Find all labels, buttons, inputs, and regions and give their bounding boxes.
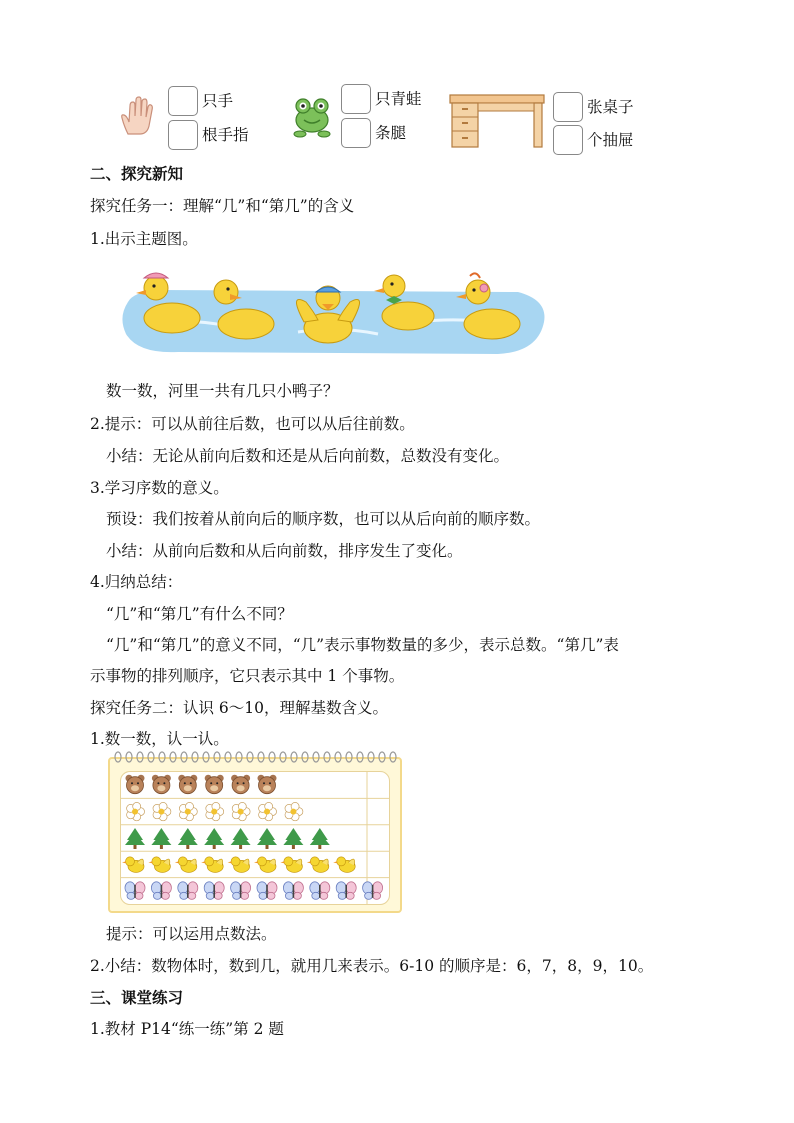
counting-grid xyxy=(108,757,402,913)
step4: 4.归纳总结： xyxy=(90,573,183,591)
chick-icon xyxy=(228,857,250,873)
ring-icon xyxy=(181,752,187,762)
butterfly-icon xyxy=(204,882,224,900)
chick-icon xyxy=(280,857,302,873)
tree-icon xyxy=(283,828,303,849)
ring-icon xyxy=(192,752,198,762)
tree-icon xyxy=(310,828,330,849)
step3-preset: 预设：我们按着从前向后的顺序数，也可以从后向前的顺序数。 xyxy=(106,510,541,528)
task2-step1: 1.数一数，认一认。 xyxy=(90,730,229,748)
ring-icon xyxy=(280,752,286,762)
chick-icon xyxy=(254,857,276,873)
chick-icon xyxy=(333,857,355,873)
butterfly-icon xyxy=(231,882,251,900)
ring-icon xyxy=(126,752,132,762)
bear-face-icon xyxy=(258,775,277,794)
ring-icon xyxy=(247,752,253,762)
ring-icon xyxy=(313,752,319,762)
flower-icon xyxy=(206,802,224,820)
ring-icon xyxy=(148,752,154,762)
tree-icon xyxy=(257,828,277,849)
butterfly-icon xyxy=(151,882,171,900)
ring-icon xyxy=(115,752,121,762)
frog-icon xyxy=(290,94,334,138)
drawer-count-box[interactable] xyxy=(553,125,583,155)
flower-icon xyxy=(285,802,303,820)
ring-icon xyxy=(159,752,165,762)
ring-icon xyxy=(269,752,275,762)
butterfly-icon xyxy=(125,882,145,900)
chick-icon xyxy=(307,857,329,873)
hand-count-box[interactable] xyxy=(168,86,198,116)
butterfly-icon xyxy=(178,882,198,900)
leg-count-box[interactable] xyxy=(341,118,371,148)
section-heading-explore: 二、探究新知 xyxy=(90,165,184,183)
task1-title: 探究任务一：理解“几”和“第几”的含义 xyxy=(90,197,355,215)
hand-label: 只手 xyxy=(202,92,234,110)
ring-icon xyxy=(203,752,209,762)
ring-icon xyxy=(324,752,330,762)
bear-face-icon xyxy=(152,775,171,794)
task2-tip: 提示：可以运用点数法。 xyxy=(106,925,277,943)
ring-icon xyxy=(137,752,143,762)
butterfly-icon xyxy=(336,882,356,900)
flower-icon xyxy=(153,802,171,820)
chick-icon xyxy=(201,857,223,873)
task2-title: 探究任务二：认识 6～10，理解基数含义。 xyxy=(90,699,389,717)
tree-icon xyxy=(151,828,171,849)
flower-icon xyxy=(259,802,277,820)
ring-icon xyxy=(236,752,242,762)
ring-icon xyxy=(368,752,374,762)
desk-icon xyxy=(448,93,546,149)
flower-icon xyxy=(179,802,197,820)
grid-svg xyxy=(121,772,389,904)
ring-icon xyxy=(346,752,352,762)
step2: 2.提示：可以从前往后数，也可以从后往前数。 xyxy=(90,415,415,433)
ring-icon xyxy=(258,752,264,762)
chick-icon xyxy=(175,857,197,873)
finger-label: 根手指 xyxy=(202,126,249,144)
step4-answer-1: “几”和“第几”的意义不同，“几”表示事物数量的多少，表示总数。“第几”表 xyxy=(106,636,619,654)
step1: 1.出示主题图。 xyxy=(90,230,198,248)
notebook-rings xyxy=(110,751,400,763)
step4-answer-2: 示事物的排列顺序，它只表示其中 1 个事物。 xyxy=(90,667,405,685)
leg-label: 条腿 xyxy=(375,124,407,142)
chick-icon xyxy=(148,857,170,873)
ring-icon xyxy=(335,752,341,762)
bear-face-icon xyxy=(231,775,250,794)
ring-icon xyxy=(170,752,176,762)
finger-count-box[interactable] xyxy=(168,120,198,150)
ring-icon xyxy=(291,752,297,762)
ring-icon xyxy=(379,752,385,762)
ducks-river-illustration xyxy=(118,262,548,370)
question-count-ducks: 数一数，河里一共有几只小鸭子？ xyxy=(106,382,339,400)
step2-summary: 小结：无论从前向后数和还是从后向前数，总数没有变化。 xyxy=(106,447,510,465)
flower-icon xyxy=(127,802,145,820)
ring-icon xyxy=(357,752,363,762)
section-heading-practice: 三、课堂练习 xyxy=(90,989,184,1007)
step4-question: “几”和“第几”有什么不同？ xyxy=(106,605,293,623)
frog-count-box[interactable] xyxy=(341,84,371,114)
bear-face-icon xyxy=(178,775,197,794)
butterfly-icon xyxy=(283,882,303,900)
tree-icon xyxy=(178,828,198,849)
desk-label: 张桌子 xyxy=(587,98,634,116)
desk-count-box[interactable] xyxy=(553,92,583,122)
drawer-label: 个抽屉 xyxy=(587,131,634,149)
ring-icon xyxy=(214,752,220,762)
step3: 3.学习序数的意义。 xyxy=(90,479,229,497)
ring-icon xyxy=(302,752,308,762)
tree-icon xyxy=(125,828,145,849)
ring-icon xyxy=(390,752,396,762)
tree-icon xyxy=(204,828,224,849)
frog-label: 只青蛙 xyxy=(375,90,422,108)
step3-summary: 小结：从前向后数和从后向前数，排序发生了变化。 xyxy=(106,542,463,560)
ring-icon xyxy=(225,752,231,762)
butterfly-icon xyxy=(310,882,330,900)
butterfly-icon xyxy=(257,882,277,900)
flower-icon xyxy=(232,802,250,820)
practice-item-1: 1.教材 P14“练一练”第 2 题 xyxy=(90,1020,284,1038)
butterfly-icon xyxy=(363,882,383,900)
bear-face-icon xyxy=(126,775,145,794)
grid-inner xyxy=(120,771,390,905)
task2-summary: 2.小结：数物体时，数到几，就用几来表示。6-10 的顺序是：6，7，8，9，10。 xyxy=(90,957,654,975)
tree-icon xyxy=(231,828,251,849)
bear-face-icon xyxy=(205,775,224,794)
hand-icon xyxy=(118,96,158,136)
chick-icon xyxy=(122,857,144,873)
